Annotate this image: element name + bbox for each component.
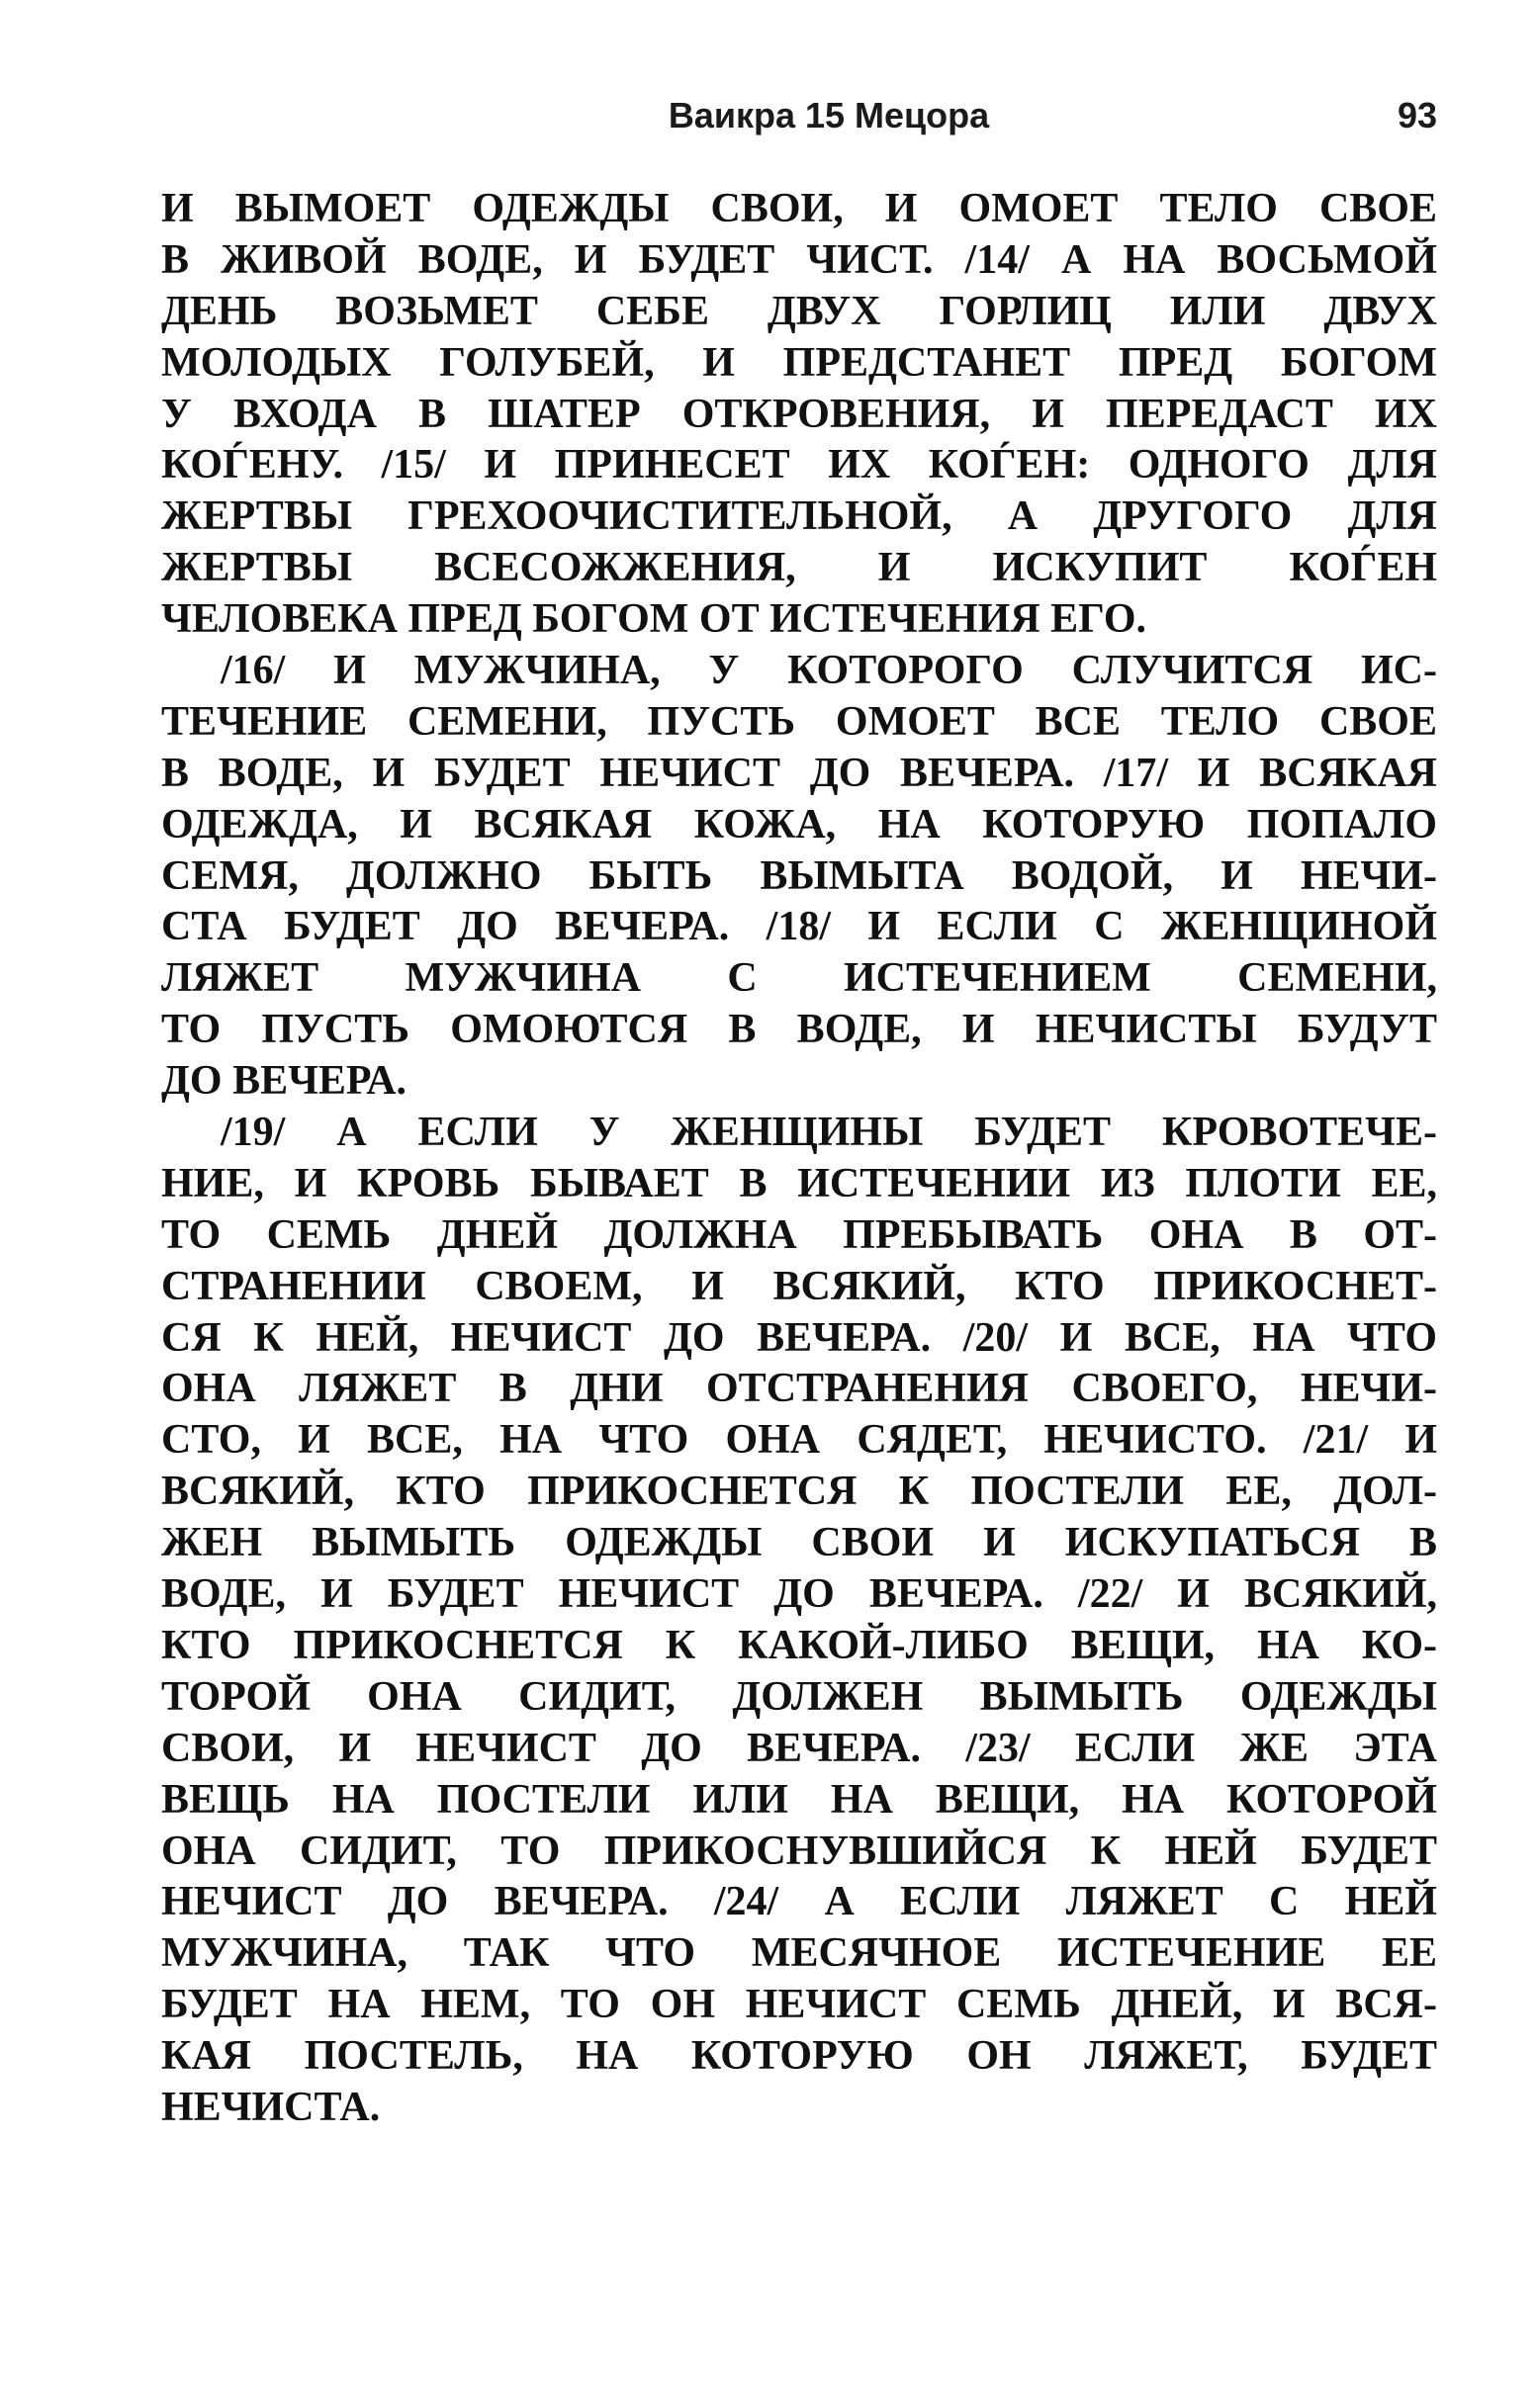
text-line: ЖЕРТВЫ ГРЕХООЧИСТИТЕЛЬНОЙ, А ДРУГОГО ДЛЯ [161,493,1437,540]
text-line: ОНА СИДИТ, ТО ПРИКОСНУВШИЙСЯ К НЕЙ БУДЕТ [161,1828,1437,1874]
text-line: КТО ПРИКОСНЕТСЯ К КАКОЙ-ЛИБО ВЕЩИ, НА КО- [161,1622,1437,1668]
text-line: БУДЕТ НА НЕМ, ТО ОН НЕЧИСТ СЕМЬ ДНЕЙ, И ВСЯ- [161,1982,1437,2028]
text-line: НИЕ, И КРОВЬ БЫВАЕТ В ИСТЕЧЕНИИ ИЗ ПЛОТИ ЕЕ, [161,1160,1437,1206]
text-line: В ВОДЕ, И БУДЕТ НЕЧИСТ ДО ВЕЧЕРА. /17/ И ВСЯКАЯ [161,750,1437,796]
text-line: СЯ К НЕЙ, НЕЧИСТ ДО ВЕЧЕРА. /20/ И ВСЕ, НА ЧТО [161,1314,1437,1361]
text-line: КАЯ ПОСТЕЛЬ, НА КОТОРУЮ ОН ЛЯЖЕТ, БУДЕТ [161,2033,1437,2080]
text-line: СТА БУДЕТ ДО ВЕЧЕРА. /18/ И ЕСЛИ С ЖЕНЩИНОЙ [161,904,1437,950]
text-line: СЕМЯ, ДОЛЖНО БЫТЬ ВЫМЫТА ВОДОЙ, И НЕЧИ- [161,852,1437,899]
text-line: ТО СЕМЬ ДНЕЙ ДОЛЖНА ПРЕБЫВАТЬ ОНА В ОТ- [161,1211,1437,1258]
text-line: ТЕЧЕНИЕ СЕМЕНИ, ПУСТЬ ОМОЕТ ВСЕ ТЕЛО СВОЕ [161,698,1437,745]
text-line: ДО ВЕЧЕРА. [161,1058,407,1105]
text-line: НЕЧИСТ ДО ВЕЧЕРА. /24/ А ЕСЛИ ЛЯЖЕТ С НЕЙ [161,1879,1437,1925]
text-line: СВОИ, И НЕЧИСТ ДО ВЕЧЕРА. /23/ ЕСЛИ ЖЕ ЭТА [161,1725,1437,1771]
text-line: ЛЯЖЕТ МУЖЧИНА С ИСТЕЧЕНИЕМ СЕМЕНИ, [161,955,1437,1002]
paragraph [161,184,1437,646]
text-line: И ВЫМОЕТ ОДЕЖДЫ СВОИ, И ОМОЕТ ТЕЛО СВОЕ [161,186,1437,231]
paragraph [161,1108,1437,2134]
text-line: ОНА ЛЯЖЕТ В ДНИ ОТСТРАНЕНИЯ СВОЕГО, НЕЧИ- [161,1366,1437,1412]
text-line: В ЖИВОЙ ВОДЕ, И БУДЕТ ЧИСТ. /14/ А НА ВОСЬМОЙ [161,236,1437,283]
text-line: НЕЧИСТА. [161,2084,381,2130]
text-line: СТРАНЕНИИ СВОЕМ, И ВСЯКИЙ, КТО ПРИКОСНЕТ- [161,1263,1437,1309]
text-line: У ВХОДА В ШАТЕР ОТКРОВЕНИЯ, И ПЕРЕДАСТ ИХ [161,391,1437,437]
running-title: Ваикра 15 Мецора [668,95,990,135]
text-line: СТО, И ВСЕ, НА ЧТО ОНА СЯДЕТ, НЕЧИСТО. /21/ И [161,1417,1437,1464]
text-line: ТО ПУСТЬ ОМОЮТСЯ В ВОДЕ, И НЕЧИСТЫ БУДУТ [161,1007,1437,1053]
text-line: ВОДЕ, И БУДЕТ НЕЧИСТ ДО ВЕЧЕРА. /22/ И ВСЯКИЙ, [161,1571,1437,1618]
text-line: ТОРОЙ ОНА СИДИТ, ДОЛЖЕН ВЫМЫТЬ ОДЕЖДЫ [161,1673,1437,1720]
text-line: КОЃЕНУ. /15/ И ПРИНЕСЕТ ИХ КОЃЕН: ОДНОГО ДЛЯ [161,442,1437,489]
paragraph [161,646,1437,1108]
text-line: ВЕЩЬ НА ПОСТЕЛИ ИЛИ НА ВЕЩИ, НА КОТОРОЙ [161,1776,1437,1823]
running-head [161,91,1437,140]
page-number: 93 [1397,95,1437,135]
text-line: ДЕНЬ ВОЗЬМЕТ СЕБЕ ДВУХ ГОРЛИЦ ИЛИ ДВУХ [161,288,1437,334]
text-line: ЖЕРТВЫ ВСЕСОЖЖЕНИЯ, И ИСКУПИТ КОЃЕН [161,545,1437,591]
text-line: ВСЯКИЙ, КТО ПРИКОСНЕТСЯ К ПОСТЕЛИ ЕЕ, ДОЛ- [161,1469,1437,1515]
text-line: МОЛОДЫХ ГОЛУБЕЙ, И ПРЕДСТАНЕТ ПРЕД БОГОМ [161,339,1437,386]
text-line: ЖЕН ВЫМЫТЬ ОДЕЖДЫ СВОИ И ИСКУПАТЬСЯ В [161,1520,1437,1566]
text-line: /19/ А ЕСЛИ У ЖЕНЩИНЫ БУДЕТ КРОВОТЕЧЕ- [221,1110,1437,1156]
text-line: ОДЕЖДА, И ВСЯКАЯ КОЖА, НА КОТОРУЮ ПОПАЛО [161,801,1437,847]
text-line: ЧЕЛОВЕКА ПРЕД БОГОМ ОТ ИСТЕЧЕНИЯ ЕГО. [161,596,1147,643]
text-line: /16/ И МУЖЧИНА, У КОТОРОГО СЛУЧИТСЯ ИС- [221,648,1437,694]
text-line: МУЖЧИНА, ТАК ЧТО МЕСЯЧНОЕ ИСТЕЧЕНИЕ ЕЕ [161,1930,1437,1977]
body-text [161,184,1437,2134]
